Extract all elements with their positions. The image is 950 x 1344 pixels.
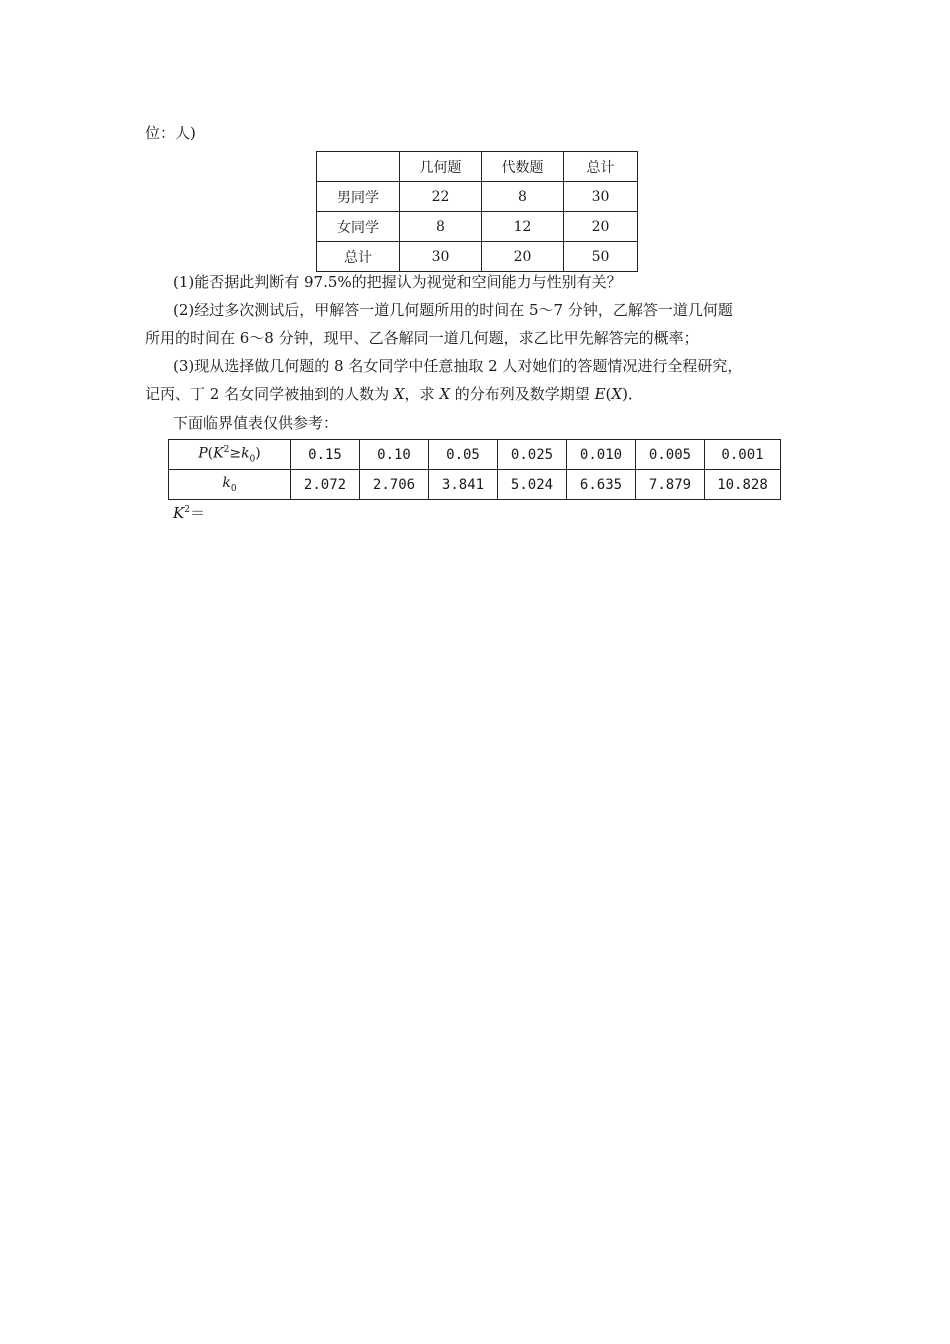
table-cell: 0.025 [498, 440, 567, 470]
unit-text: 位：人) [145, 124, 196, 142]
label-part: ( [207, 445, 214, 462]
critical-value-table [168, 439, 781, 500]
row-label-critical [169, 470, 291, 500]
formula-k-squared [173, 500, 205, 523]
table-cell: 总计 [317, 242, 400, 272]
label-part: 0 [230, 483, 237, 494]
table-cell: 女同学 [317, 212, 400, 242]
contingency-table [316, 151, 638, 272]
reference-note: 下面临界值表仅供参考： [173, 414, 339, 432]
table-cell: 几何题 [400, 152, 482, 182]
table-row [169, 470, 781, 500]
table-cell: 8 [400, 212, 482, 242]
label-part: 2 [223, 444, 230, 455]
table-cell: 2.706 [360, 470, 429, 500]
label-part: P [198, 445, 208, 462]
label-part: K [213, 445, 224, 462]
label-part: 0 [249, 454, 256, 465]
table-cell: 12 [482, 212, 564, 242]
variable-x: X [611, 385, 623, 403]
table-cell: 7.879 [636, 470, 705, 500]
row-label-probability [169, 440, 291, 470]
table-cell: 0.10 [360, 440, 429, 470]
table-cell: 30 [564, 182, 638, 212]
table-row [317, 242, 638, 272]
table-cell: 8 [482, 182, 564, 212]
table-cell: 2.072 [291, 470, 360, 500]
table-cell: 30 [400, 242, 482, 272]
text-span: )． [622, 385, 643, 403]
formula-part: ＝ [189, 504, 205, 522]
question-3-line-1: (3)现从选择做几何题的 8 名女同学中任意抽取 2 人对她们的答题情况进行全程研究， [173, 357, 743, 375]
table-cell: 22 [400, 182, 482, 212]
label-part: ) [255, 445, 261, 462]
table-cell [317, 152, 400, 182]
variable-x: X [439, 385, 451, 403]
text-span: 记丙、丁 2 名女同学被抽到的人数为 [145, 385, 394, 403]
question-1: (1)能否据此判断有 97.5%的把握认为视觉和空间能力与性别有关？ [173, 273, 622, 291]
table-cell: 20 [564, 212, 638, 242]
question-3-line-2 [145, 384, 643, 404]
variable-x: X [393, 385, 405, 403]
label-part: k [222, 475, 231, 492]
table-cell: 0.15 [291, 440, 360, 470]
table-cell: 6.635 [567, 470, 636, 500]
text-span: ( [605, 385, 612, 403]
formula-part: K [173, 504, 185, 522]
table-row [169, 440, 781, 470]
table-cell: 总计 [564, 152, 638, 182]
text-span: 的分布列及数学期望 [450, 385, 595, 403]
table-cell: 3.841 [429, 470, 498, 500]
table-cell: 10.828 [705, 470, 781, 500]
table-cell: 0.005 [636, 440, 705, 470]
table-cell: 5.024 [498, 470, 567, 500]
table-cell: 代数题 [482, 152, 564, 182]
table-cell: 0.05 [429, 440, 498, 470]
variable-e: E [594, 385, 606, 403]
text-span: ，求 [404, 385, 440, 403]
question-2-line-1: (2)经过多次测试后，甲解答一道几何题所用的时间在 5～7 分钟，乙解答一道几何题 [173, 301, 733, 319]
question-2-line-2: 所用的时间在 6～8 分钟，现甲、乙各解同一道几何题，求乙比甲先解答完的概率； [145, 329, 699, 347]
table-cell: 0.010 [567, 440, 636, 470]
label-part: ≥ [229, 445, 242, 462]
table-row [317, 212, 638, 242]
table-cell: 20 [482, 242, 564, 272]
table-cell: 0.001 [705, 440, 781, 470]
table-cell: 男同学 [317, 182, 400, 212]
table-header-row [317, 152, 638, 182]
table-row [317, 182, 638, 212]
label-part: k [241, 445, 250, 462]
table-cell: 50 [564, 242, 638, 272]
formula-part: 2 [184, 505, 190, 515]
